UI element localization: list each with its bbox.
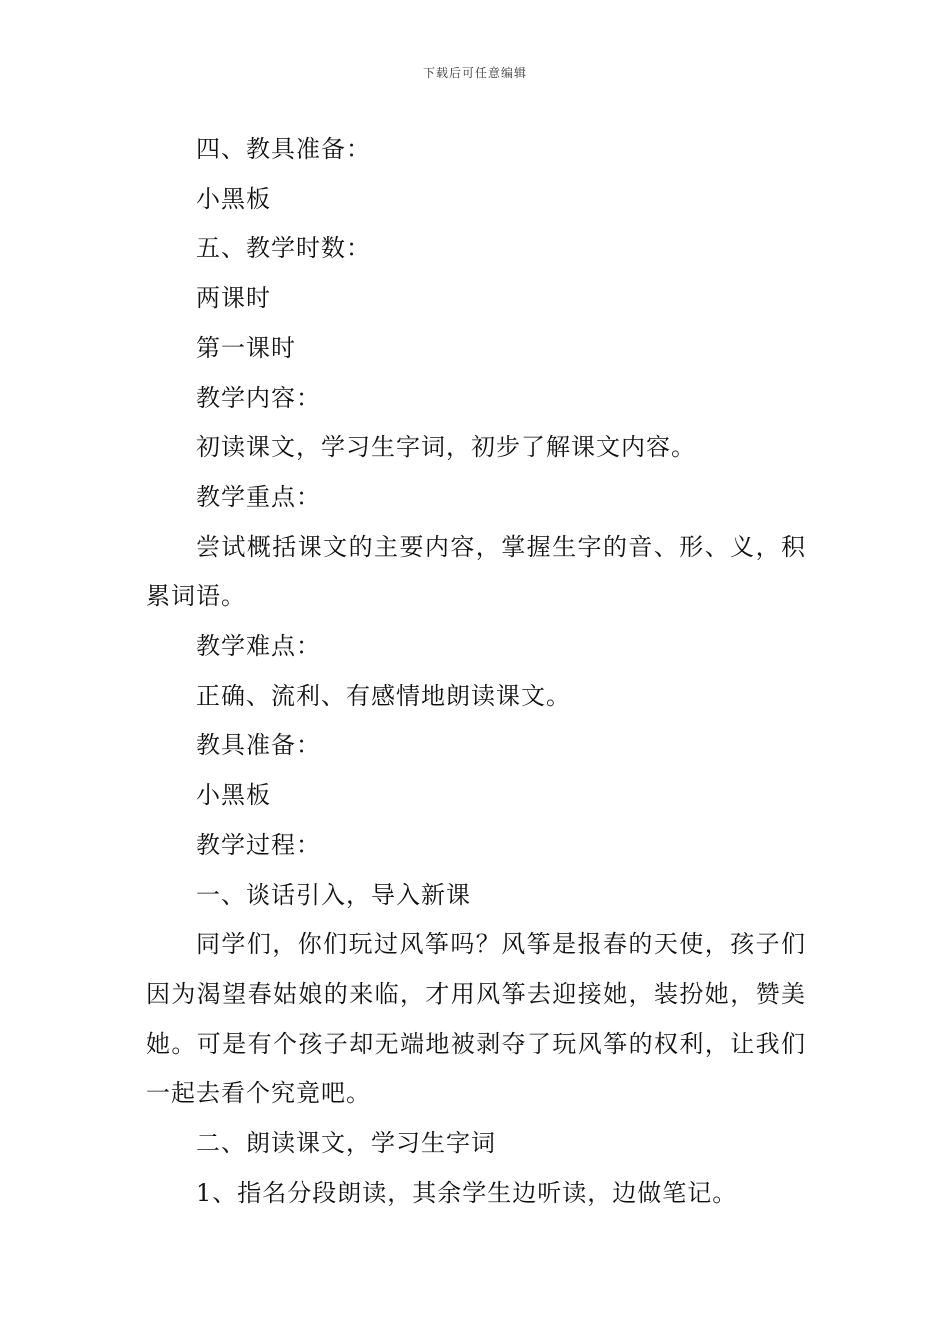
heading-teaching-process: 教学过程： bbox=[196, 830, 321, 859]
heading-first-lesson: 第一课时 bbox=[196, 333, 296, 362]
text-teaching-aids: 小黑板 bbox=[196, 184, 271, 213]
text-introduction: 同学们，你们玩过风筝吗？风筝是报春的天使，孩子们因为渴望春姑娘的来临，才用风筝去迎接她，装扮她，赞美她。可是有个孩子却无端地被剥夺了玩风筝的权利，让我们一起去看个究竟吧。 bbox=[146, 930, 806, 1108]
text-teaching-focus: 尝试概括课文的主要内容，掌握生字的音、形、义，积累词语。 bbox=[146, 532, 806, 611]
heading-teaching-content: 教学内容： bbox=[196, 383, 321, 412]
text-class-hours: 两课时 bbox=[196, 284, 271, 313]
text-teaching-difficulty: 正确、流利、有感情地朗读课文。 bbox=[196, 681, 571, 710]
text-aids-preparation: 小黑板 bbox=[196, 781, 271, 810]
heading-teaching-difficulty: 教学难点： bbox=[196, 632, 321, 661]
section-introduction: 一、谈话引入，导入新课 bbox=[196, 880, 471, 909]
heading-aids-preparation: 教具准备： bbox=[196, 731, 321, 760]
heading-teaching-focus: 教学重点： bbox=[196, 482, 321, 511]
document-body bbox=[146, 125, 806, 1218]
page-header-note: 下载后可任意编辑 bbox=[422, 66, 527, 80]
text-reading-step-1: 1、指名分段朗读，其余学生边听读，边做笔记。 bbox=[196, 1178, 738, 1207]
text-teaching-content: 初读课文，学习生字词，初步了解课文内容。 bbox=[196, 433, 696, 462]
section-reading: 二、朗读课文，学习生字词 bbox=[196, 1129, 496, 1158]
heading-class-hours: 五、教学时数： bbox=[196, 234, 371, 263]
heading-teaching-aids: 四、教具准备： bbox=[196, 135, 371, 163]
